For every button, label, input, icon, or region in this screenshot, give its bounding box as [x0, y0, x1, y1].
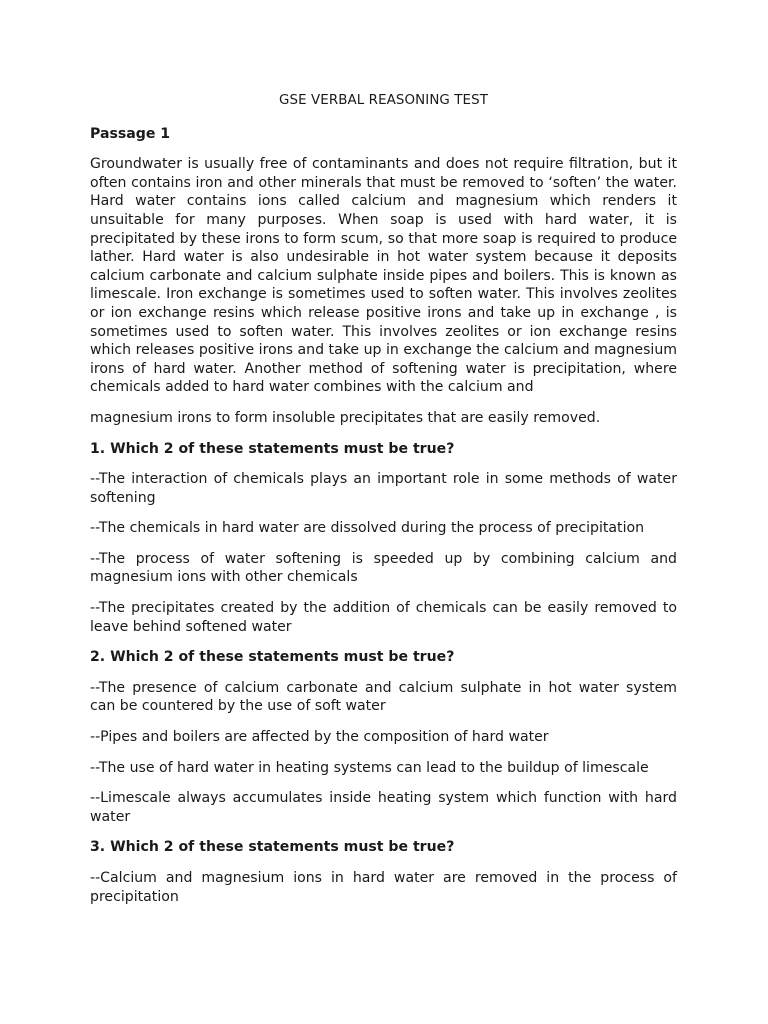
statement: --The precipitates created by the addition of chemicals can be easily removed to leave behind softened water — [90, 600, 677, 635]
question-prompt: 2. Which 2 of these statements must be true? — [90, 649, 455, 666]
question-1 — [90, 440, 677, 637]
question-3 — [90, 838, 677, 906]
question-2 — [90, 648, 677, 826]
statement: --Calcium and magnesium ions in hard water are removed in the process of precipitation — [90, 870, 677, 905]
document-page — [90, 92, 677, 918]
question-prompt: 1. Which 2 of these statements must be true? — [90, 440, 455, 457]
passage-heading: Passage 1 — [90, 125, 171, 142]
question-prompt: 3. Which 2 of these statements must be true? — [90, 839, 455, 856]
passage-paragraph: magnesium irons to form insoluble precipitates that are easily removed. — [90, 409, 601, 426]
document-title: GSE VERBAL REASONING TEST — [279, 93, 488, 108]
statement: --The interaction of chemicals plays an important role in some methods of water softening — [90, 471, 677, 506]
statement: --The process of water softening is speeded up by combining calcium and magnesium ions with other chemicals — [90, 550, 677, 586]
statement: --The chemicals in hard water are dissolved during the process of precipitation — [90, 520, 645, 537]
statement: --Limescale always accumulates inside heating system which function with hard water — [90, 790, 677, 825]
statement: --The presence of calcium carbonate and calcium sulphate in hot water system can be countered by the use of soft water — [90, 679, 677, 715]
statement: --The use of hard water in heating systems can lead to the buildup of limescale — [90, 759, 649, 776]
statement: --Pipes and boilers are affected by the composition of hard water — [90, 729, 549, 746]
passage-paragraph: Groundwater is usually free of contaminants and does not require filtration, but it often contains iron and other minerals that must be removed to ‘soften’ the water. Hard water contains ions called calcium and magnesium which renders it unsuitable for many purposes. When soap is used with hard water, it is precipitated by these irons to form scum, so that more soap is required to produce lather. Hard water is also undesirable in hot water system because it deposits calcium carbonate and calcium sulphate inside pipes and boilers. This is known as limescale. Iron exchange is sometimes used to soften water. This involves zeolites or ion exchange resins which release positive irons and take up in exchange , is sometimes used to soften water. This involves zeolites or ion exchange resins which releases positive irons and take up in exchange the calcium and magnesium irons of hard water. Another method of softening water is precipitation, where chemicals added to hard water combines with the calcium and — [90, 156, 677, 396]
